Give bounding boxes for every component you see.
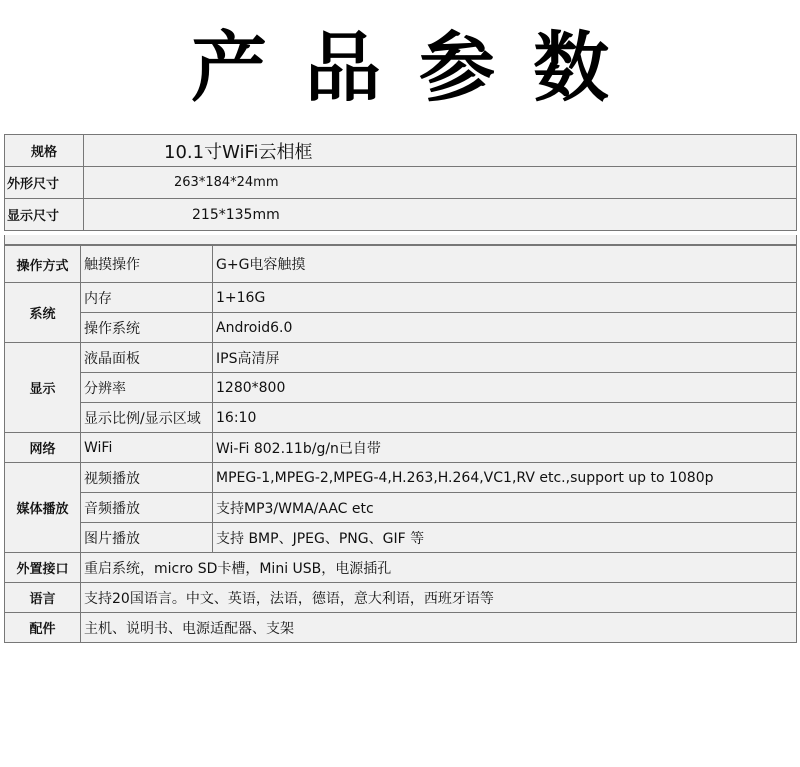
operation-category: 操作方式	[5, 246, 81, 283]
operation-sub: 触摸操作	[81, 246, 213, 283]
accessories-category: 配件	[5, 613, 81, 643]
table-row	[5, 613, 797, 643]
separator-row	[4, 235, 797, 245]
table-row	[5, 343, 797, 373]
video-sub: 视频播放	[81, 463, 213, 493]
table-row	[5, 583, 797, 613]
memory-sub: 内存	[81, 283, 213, 313]
table-row	[5, 433, 797, 463]
ports-category: 外置接口	[5, 553, 81, 583]
table-row	[5, 403, 797, 433]
table-row	[5, 246, 797, 283]
panel-sub: 液晶面板	[81, 343, 213, 373]
size-value: 263*184*24mm	[174, 175, 279, 190]
panel-value: IPS高清屏	[213, 343, 797, 373]
spec-value-cell	[84, 135, 797, 167]
network-value: Wi-Fi 802.11b/g/n已自带	[213, 433, 797, 463]
table-row	[5, 373, 797, 403]
spec-row	[5, 135, 797, 167]
language-value: 支持20国语言。中文、英语，法语，德语，意大利语，西班牙语等	[81, 583, 797, 613]
display-size-label: 显示尺寸	[5, 199, 84, 231]
language-category: 语言	[5, 583, 81, 613]
video-value: MPEG-1,MPEG-2,MPEG-4,H.263,H.264,VC1,RV etc.,support up to 1080p	[213, 463, 797, 493]
size-row	[5, 167, 797, 199]
table-row	[5, 463, 797, 493]
memory-value: 1+16G	[213, 283, 797, 313]
operation-value: G+G电容触摸	[213, 246, 797, 283]
audio-value: 支持MP3/WMA/AAC etc	[213, 493, 797, 523]
table-row	[5, 313, 797, 343]
page-title: 产品参数	[191, 23, 647, 112]
resolution-value: 1280*800	[213, 373, 797, 403]
table-row	[5, 523, 797, 553]
audio-sub: 音频播放	[81, 493, 213, 523]
accessories-value: 主机、说明书、电源适配器、支架	[81, 613, 797, 643]
ratio-sub: 显示比例/显示区域	[81, 403, 213, 433]
os-sub: 操作系统	[81, 313, 213, 343]
image-value: 支持 BMP、JPEG、PNG、GIF 等	[213, 523, 797, 553]
display-size-value: 215*135mm	[192, 206, 280, 223]
spec-detail-table	[4, 245, 797, 643]
network-category: 网络	[5, 433, 81, 463]
table-row	[5, 493, 797, 523]
network-sub: WiFi	[81, 433, 213, 463]
ratio-value: 16:10	[213, 403, 797, 433]
resolution-sub: 分辨率	[81, 373, 213, 403]
size-label: 外形尺寸	[5, 167, 84, 199]
display-size-row	[5, 199, 797, 231]
spec-header-table	[4, 134, 797, 231]
display-category: 显示	[5, 343, 81, 433]
spec-value: 10.1寸WiFi云相框	[164, 141, 313, 163]
ports-value: 重启系统，micro SD卡槽，Mini USB，电源插孔	[81, 553, 797, 583]
image-sub: 图片播放	[81, 523, 213, 553]
table-row	[5, 553, 797, 583]
os-value: Android6.0	[213, 313, 797, 343]
display-size-value-cell	[84, 199, 797, 231]
media-category: 媒体播放	[5, 463, 81, 553]
spec-label: 规格	[5, 135, 84, 167]
table-row	[5, 283, 797, 313]
size-value-cell	[84, 167, 797, 199]
system-category: 系统	[5, 283, 81, 343]
